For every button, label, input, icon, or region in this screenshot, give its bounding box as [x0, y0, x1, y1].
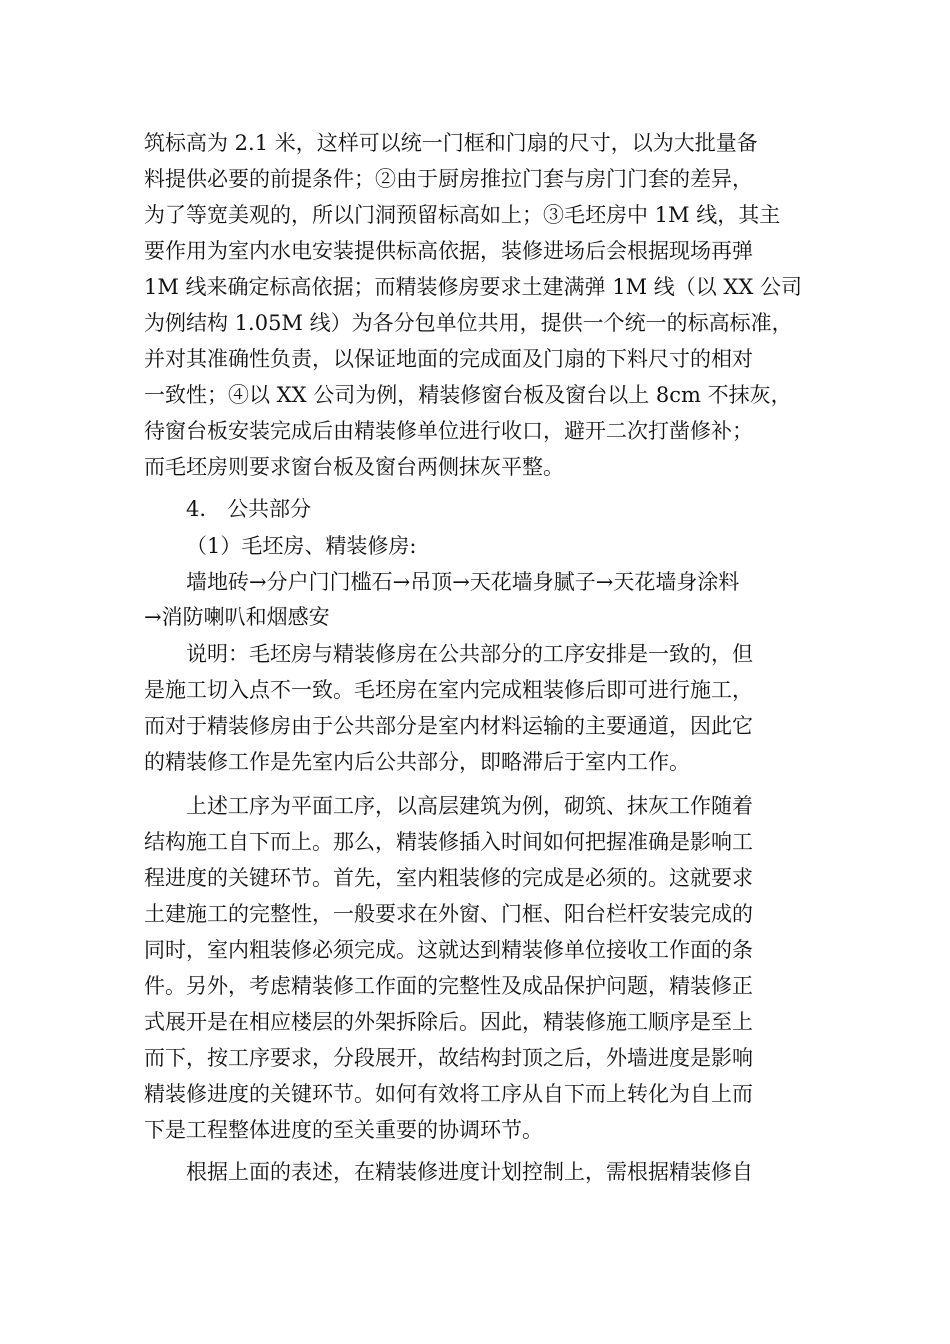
paragraph-line: 料提供必要的前提条件；②由于厨房推拉门套与房门门套的差异， [144, 167, 753, 191]
paragraph-line: 待窗台板安装完成后由精装修单位进行收口，避开二次打凿修补； [144, 419, 753, 443]
paragraph-line: 根据上面的表述，在精装修进度计划控制上，需根据精装修自 [186, 1160, 753, 1184]
paragraph-line: 件。另外，考虑精装修工作面的完整性及成品保护问题，精装修正 [144, 974, 753, 998]
paragraph-line: 同时，室内粗装修必须完成。这就达到精装修单位接收工作面的条 [144, 938, 753, 962]
paragraph-line: 一致性；④以 XX 公司为例，精装修窗台板及窗台以上 8cm 不抹灰， [144, 383, 792, 407]
paragraph-line: 是施工切入点不一致。毛坯房在室内完成粗装修后即可进行施工， [144, 678, 753, 702]
process-line: →消防喇叭和烟感安 [144, 605, 330, 629]
paragraph-line: 结构施工自下而上。那么，精装修插入时间如何把握准确是影响工 [144, 830, 753, 854]
paragraph-line: 1M 线来确定标高依据；而精装修房要求土建满弹 1M 线（以 XX 公司 [144, 275, 803, 299]
paragraph-line: 的精装修工作是先室内后公共部分，即略滞后于室内工作。 [144, 750, 690, 774]
paragraph-line: 要作用为室内水电安装提供标高依据，装修进场后会根据现场再弹 [144, 239, 753, 263]
paragraph-line: 筑标高为 2.1 米，这样可以统一门框和门扇的尺寸，以为大批量备 [144, 131, 758, 155]
paragraph-line: 并对其准确性负责，以保证地面的完成面及门扇的下料尺寸的相对 [144, 347, 753, 371]
paragraph-line: 上述工序为平面工序，以高层建筑为例，砌筑、抹灰工作随着 [186, 794, 753, 818]
paragraph-line: 式展开是在相应楼层的外架拆除后。因此，精装修施工顺序是至上 [144, 1010, 753, 1034]
process-line: 墙地砖→分户门门槛石→吊顶→天花墙身腻子→天花墙身涂料 [186, 570, 740, 594]
subsection-heading: （1）毛坯房、精装修房: [186, 534, 417, 558]
paragraph-line: 土建施工的完整性，一般要求在外窗、门框、阳台栏杆安装完成的 [144, 902, 753, 926]
paragraph-line: 而对于精装修房由于公共部分是室内材料运输的主要通道，因此它 [144, 714, 753, 738]
paragraph-line: 下是工程整体进度的至关重要的协调环节。 [144, 1118, 543, 1142]
paragraph-line: 而下，按工序要求，分段展开，故结构封顶之后，外墙进度是影响 [144, 1046, 753, 1070]
paragraph-line: 精装修进度的关键环节。如何有效将工序从自下而上转化为自上而 [144, 1082, 753, 1106]
paragraph-line: 说明：毛坯房与精装修房在公共部分的工序安排是一致的，但 [186, 642, 753, 666]
paragraph-line: 而毛坯房则要求窗台板及窗台两侧抹灰平整。 [144, 455, 564, 479]
section-heading: 4. 公共部分 [186, 497, 312, 521]
paragraph-line: 为例结构 1.05M 线）为各分包单位共用，提供一个统一的标高标准， [144, 311, 793, 335]
paragraph-line: 为了等宽美观的，所以门洞预留标高如上；③毛坯房中 1M 线，其主 [144, 203, 781, 227]
paragraph-line: 程进度的关键环节。首先，室内粗装修的完成是必须的。这就要求 [144, 866, 753, 890]
